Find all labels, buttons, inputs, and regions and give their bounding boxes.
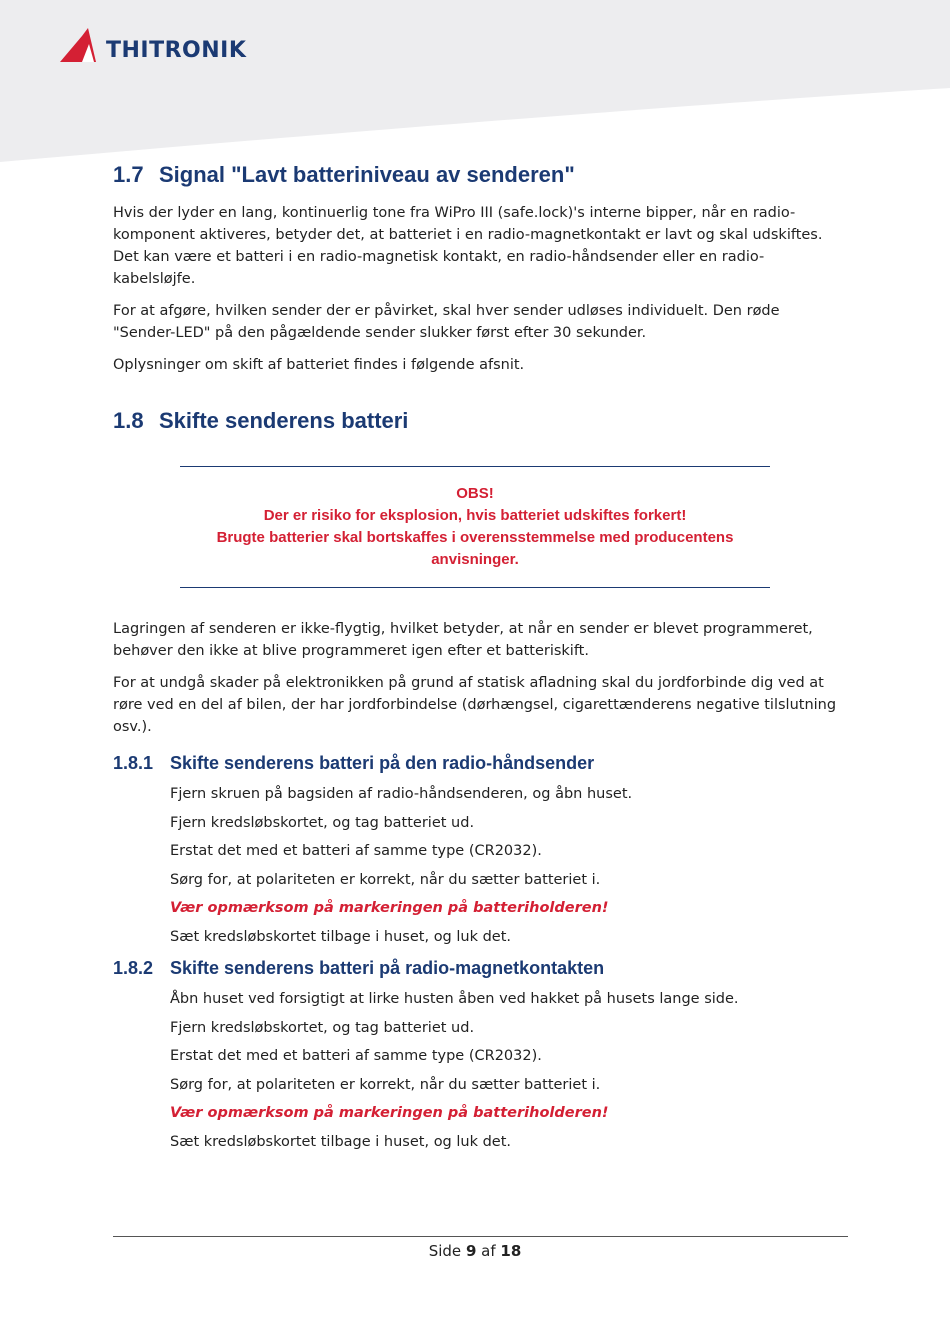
section-number: 1.8 (113, 408, 144, 433)
subsection-number: 1.8.1 (113, 753, 154, 773)
section-heading-1-8 (113, 406, 843, 436)
subsection-heading-1-8-2 (113, 955, 843, 981)
footer-divider (113, 1236, 848, 1237)
step-list (170, 780, 843, 951)
subsection-title: Skifte senderens batteri på radio-magnetkontakten (170, 958, 605, 978)
warning-heading: OBS! (456, 485, 494, 502)
step-list (170, 985, 843, 1156)
step-item: Åbn huset ved forsigtigt at lirke husten åben ved hakket på husets lange side. (170, 991, 739, 1007)
step-item: Fjern kredsløbskortet, og tag batteriet ud. (170, 814, 475, 831)
step-note: Vær opmærksom på markeringen på batteriholderen! (170, 900, 609, 916)
section-title: Signal "Lavt batteriniveau av senderen" (159, 162, 575, 187)
step-note: Vær opmærksom på markeringen på batteriholderen! (170, 1105, 609, 1121)
step-item: Erstat det med et batteri af samme type (CR2032). (170, 1048, 542, 1064)
current-page: 9 (465, 1242, 477, 1260)
step-item: Fjern kredsløbskortet, og tag batteriet ud. (170, 1019, 475, 1036)
subsection-heading-1-8-1 (113, 750, 843, 776)
total-pages: 18 (500, 1242, 522, 1260)
section-number: 1.7 (113, 162, 144, 187)
step-item: Sørg for, at polariteten er korrekt, når du sætter batteriet i. (170, 1076, 601, 1093)
warning-line: Der er risiko for eksplosion, hvis batteriet udskiftes forkert! (263, 507, 687, 524)
paragraph: For at afgøre, hvilken sender der er påvirket, skal hver sender udløses individuelt. Den røde "Sender-LED" på den pågældende sender slukker først efter 30 sekunder. (113, 303, 780, 341)
subsection-title: Skifte senderens batteri på den radio-håndsender (170, 753, 595, 773)
step-item: Fjern skruen på bagsiden af radio-håndsenderen, og åbn huset. (170, 786, 633, 802)
step-item: Sæt kredsløbskortet tilbage i huset, og luk det. (170, 928, 512, 945)
page-content (113, 158, 843, 1156)
paragraph: Oplysninger om skift af batteriet findes i følgende afsnit. (113, 357, 525, 373)
footer-prefix: Side (428, 1242, 462, 1260)
brand-name: THITRONIK (106, 38, 247, 63)
footer-middle: af (481, 1242, 496, 1260)
paragraph: For at undgå skader på elektronikken på grund af statisk afladning skal du jordforbinde dig ved at røre ved en del af bilen, der har jordforbindelse (dørhængsel, cigarettænderens negative tilslutning osv.). (113, 675, 837, 735)
warning-box (180, 466, 770, 588)
paragraph: Lagringen af senderen er ikke-flygtig, hvilket betyder, at når en sender er blevet programmeret, behøver den ikke at blive programmeret igen efter et batteriskift. (113, 621, 813, 659)
page-footer (0, 1242, 950, 1260)
step-item: Erstat det med et batteri af samme type (CR2032). (170, 843, 542, 859)
step-item: Sæt kredsløbskortet tilbage i huset, og luk det. (170, 1133, 512, 1150)
section-title: Skifte senderens batteri (159, 408, 409, 433)
paragraph: Hvis der lyder en lang, kontinuerlig tone fra WiPro III (safe.lock)'s interne bipper, når en radio-komponent aktiveres, betyder det, at batteriet i en radio-magnetkontakt er lavt og skal udskiftes. Det kan være et batteri i en radio-magnetisk kontakt, en radio-håndsender eller en radio-kabelsløjfe. (113, 205, 823, 287)
warning-line: Brugte batterier skal bortskaffes i overensstemmelse med producentens anvisninger. (216, 529, 734, 568)
subsection-number: 1.8.2 (113, 958, 154, 978)
step-item: Sørg for, at polariteten er korrekt, når du sætter batteriet i. (170, 871, 601, 888)
section-heading-1-7 (113, 160, 843, 190)
